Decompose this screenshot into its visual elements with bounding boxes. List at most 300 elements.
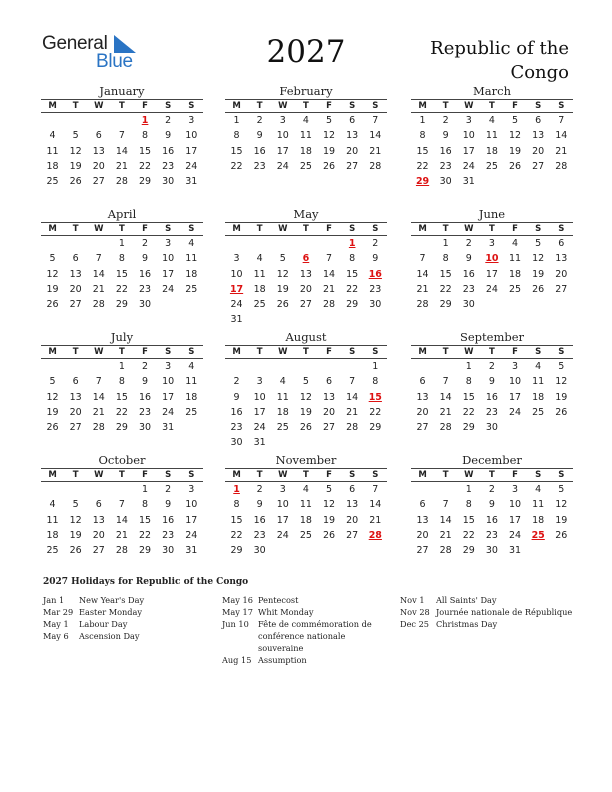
- weekday-header: T: [294, 99, 317, 113]
- weekday-header: S: [157, 468, 180, 482]
- day-cell: 2: [142, 238, 149, 249]
- weekday-header: F: [134, 468, 157, 482]
- day-cell: 27: [92, 545, 105, 557]
- month-title: May: [293, 207, 319, 221]
- day-cell: 7: [118, 130, 125, 142]
- empty-day-cell: [411, 236, 434, 251]
- day-cell: 8: [349, 253, 356, 265]
- day-cell: 26: [46, 422, 59, 434]
- day-cell: 18: [276, 406, 289, 418]
- day-cell: 23: [485, 406, 498, 418]
- day-cell: 9: [488, 499, 495, 511]
- day-cell: 28: [439, 545, 452, 557]
- empty-day-cell: [87, 236, 110, 251]
- day-cell: 18: [509, 268, 522, 280]
- day-cell: 1: [465, 484, 472, 495]
- day-cell: 8: [233, 130, 240, 142]
- day-cell: 1: [372, 361, 379, 372]
- day-cell: 19: [532, 268, 545, 280]
- holiday-name: Labour Day: [79, 619, 128, 629]
- holiday-item: [222, 594, 392, 606]
- empty-day-cell: [41, 236, 64, 251]
- day-cell: 16: [139, 268, 152, 280]
- empty-day-cell: [110, 113, 133, 128]
- calendar-year: 2027: [266, 34, 346, 70]
- month-title: February: [279, 84, 333, 98]
- day-cell: 7: [558, 115, 565, 126]
- weekday-header: F: [134, 99, 157, 113]
- day-cell: 24: [162, 406, 175, 418]
- day-cell: 18: [185, 391, 198, 403]
- holiday-name: Ascension Day: [79, 631, 140, 641]
- day-cell: 14: [369, 130, 382, 142]
- day-cell: 4: [535, 484, 542, 495]
- weekday-header: M: [411, 222, 434, 236]
- day-cell: 3: [188, 115, 195, 126]
- day-cell: 22: [462, 529, 475, 541]
- weekday-header: S: [180, 468, 203, 482]
- day-cell: 16: [462, 268, 475, 280]
- country-line-2: Congo: [510, 62, 569, 83]
- month-january: [41, 84, 203, 189]
- day-cell: 17: [509, 391, 522, 403]
- day-cell: 10: [162, 376, 175, 388]
- day-cell: 23: [462, 283, 475, 295]
- day-cell: 5: [326, 115, 333, 126]
- day-cell: 8: [118, 376, 125, 388]
- day-cell: 29: [346, 299, 359, 311]
- empty-day-cell: [294, 359, 317, 374]
- day-cell: 12: [532, 253, 545, 265]
- weekday-header: W: [271, 99, 294, 113]
- day-cell: 6: [349, 115, 356, 126]
- weekday-header: S: [550, 222, 573, 236]
- weekday-header: M: [41, 345, 64, 359]
- day-cell: 4: [188, 361, 195, 372]
- day-cell: 19: [69, 529, 82, 541]
- day-cell: 25: [509, 283, 522, 295]
- weekday-header: T: [434, 345, 457, 359]
- weekday-header: W: [457, 345, 480, 359]
- day-cell: 20: [532, 145, 545, 157]
- day-cell: 22: [115, 283, 128, 295]
- day-cell: 4: [302, 484, 309, 495]
- month-day-grid: [411, 468, 573, 558]
- weekday-header: M: [41, 99, 64, 113]
- weekday-header: S: [527, 99, 550, 113]
- holiday-item: [43, 606, 193, 618]
- day-cell: 5: [558, 484, 565, 495]
- day-cell: 9: [372, 253, 379, 265]
- day-cell: 23: [162, 160, 175, 172]
- day-cell: 6: [326, 376, 333, 388]
- holiday-list-title: 2027 Holidays for Republic of the Congo: [43, 577, 249, 587]
- day-cell: 17: [185, 145, 198, 157]
- day-cell: 17: [162, 391, 175, 403]
- day-cell: 1: [142, 484, 149, 495]
- day-cell: 12: [509, 130, 522, 142]
- day-cell: 28: [115, 176, 128, 188]
- day-cell: 30: [139, 422, 152, 434]
- day-cell: 13: [323, 391, 336, 403]
- day-cell: 9: [142, 253, 149, 265]
- holiday-name: New Year's Day: [79, 595, 145, 605]
- day-cell: 10: [509, 499, 522, 511]
- month-title: October: [98, 453, 146, 467]
- weekday-header: F: [318, 99, 341, 113]
- day-cell: 2: [442, 115, 449, 126]
- day-cell: 7: [349, 376, 356, 388]
- holiday-day-cell: 28: [368, 529, 382, 541]
- weekday-header: W: [87, 99, 110, 113]
- day-cell: 19: [276, 283, 289, 295]
- weekday-header: S: [527, 222, 550, 236]
- day-cell: 22: [139, 529, 152, 541]
- holiday-item: [222, 618, 392, 654]
- day-cell: 27: [92, 176, 105, 188]
- weekday-header: M: [41, 468, 64, 482]
- day-cell: 19: [323, 145, 336, 157]
- day-cell: 27: [69, 422, 82, 434]
- day-cell: 23: [139, 283, 152, 295]
- day-cell: 25: [299, 160, 312, 172]
- empty-day-cell: [271, 236, 294, 251]
- holiday-date: Jan 1: [43, 595, 65, 605]
- day-cell: 27: [416, 545, 429, 557]
- day-cell: 28: [323, 299, 336, 311]
- day-cell: 30: [485, 545, 498, 557]
- day-cell: 1: [233, 115, 240, 126]
- empty-day-cell: [318, 236, 341, 251]
- holiday-column: [222, 594, 392, 666]
- holiday-name: Easter Monday: [79, 607, 143, 617]
- day-cell: 11: [509, 253, 522, 265]
- empty-day-cell: [64, 113, 87, 128]
- holiday-date: Mar 29: [43, 607, 74, 617]
- holiday-name: Christmas Day: [436, 619, 498, 629]
- weekday-header: F: [504, 345, 527, 359]
- day-cell: 30: [162, 176, 175, 188]
- day-cell: 28: [346, 422, 359, 434]
- day-cell: 17: [185, 514, 198, 526]
- empty-day-cell: [41, 359, 64, 374]
- day-cell: 7: [326, 253, 333, 265]
- day-cell: 24: [230, 299, 243, 311]
- empty-day-cell: [411, 482, 434, 497]
- day-cell: 21: [115, 160, 128, 172]
- day-cell: 16: [485, 514, 498, 526]
- day-cell: 7: [419, 253, 426, 265]
- day-cell: 3: [488, 238, 495, 249]
- weekday-header: S: [157, 99, 180, 113]
- day-cell: 1: [442, 238, 449, 249]
- day-cell: 4: [49, 499, 56, 511]
- day-cell: 7: [442, 376, 449, 388]
- day-cell: 31: [162, 422, 175, 434]
- day-cell: 29: [369, 422, 382, 434]
- day-cell: 6: [419, 376, 426, 388]
- day-cell: 10: [162, 253, 175, 265]
- day-cell: 23: [253, 160, 266, 172]
- day-cell: 23: [230, 422, 243, 434]
- day-cell: 30: [485, 422, 498, 434]
- weekday-header: S: [550, 99, 573, 113]
- day-cell: 9: [442, 130, 449, 142]
- empty-day-cell: [225, 236, 248, 251]
- day-cell: 27: [555, 283, 568, 295]
- weekday-header: M: [225, 99, 248, 113]
- day-cell: 8: [372, 376, 379, 388]
- day-cell: 1: [465, 361, 472, 372]
- day-cell: 15: [139, 514, 152, 526]
- day-cell: 13: [69, 268, 82, 280]
- day-cell: 10: [230, 268, 243, 280]
- day-cell: 12: [276, 268, 289, 280]
- day-cell: 25: [532, 406, 545, 418]
- month-december: [411, 453, 573, 558]
- day-cell: 3: [465, 115, 472, 126]
- day-cell: 21: [369, 514, 382, 526]
- weekday-header: W: [457, 468, 480, 482]
- day-cell: 6: [95, 499, 102, 511]
- weekday-header: S: [341, 99, 364, 113]
- weekday-header: T: [434, 468, 457, 482]
- day-cell: 28: [439, 422, 452, 434]
- day-cell: 20: [299, 283, 312, 295]
- day-cell: 8: [465, 499, 472, 511]
- weekday-header: T: [248, 222, 271, 236]
- holiday-name: Journée nationale de République: [436, 607, 573, 617]
- weekday-header: T: [434, 222, 457, 236]
- day-cell: 21: [416, 283, 429, 295]
- day-cell: 28: [369, 160, 382, 172]
- day-cell: 9: [465, 253, 472, 265]
- weekday-header: T: [434, 99, 457, 113]
- day-cell: 3: [279, 484, 286, 495]
- holiday-day-cell: 29: [415, 176, 430, 188]
- weekday-header: S: [341, 468, 364, 482]
- day-cell: 11: [299, 499, 312, 511]
- day-cell: 15: [462, 391, 475, 403]
- day-cell: 24: [485, 283, 498, 295]
- month-title: June: [478, 207, 506, 221]
- day-cell: 8: [419, 130, 426, 142]
- weekday-header: T: [64, 222, 87, 236]
- holiday-day-cell: 10: [485, 253, 499, 265]
- month-title: July: [110, 330, 134, 344]
- day-cell: 4: [535, 361, 542, 372]
- month-july: [41, 330, 203, 435]
- day-cell: 15: [115, 268, 128, 280]
- day-cell: 5: [49, 253, 56, 265]
- day-cell: 16: [230, 406, 243, 418]
- day-cell: 25: [276, 422, 289, 434]
- holiday-day-cell: 1: [348, 238, 356, 249]
- holiday-day-cell: 1: [141, 115, 149, 126]
- day-cell: 20: [346, 145, 359, 157]
- day-cell: 2: [233, 376, 240, 388]
- empty-day-cell: [248, 236, 271, 251]
- day-cell: 12: [46, 268, 59, 280]
- day-cell: 22: [139, 160, 152, 172]
- day-cell: 12: [69, 145, 82, 157]
- day-cell: 7: [95, 253, 102, 265]
- weekday-header: S: [180, 99, 203, 113]
- day-cell: 14: [439, 391, 452, 403]
- day-cell: 12: [323, 130, 336, 142]
- day-cell: 26: [323, 529, 336, 541]
- day-cell: 30: [462, 299, 475, 311]
- weekday-header: S: [364, 468, 387, 482]
- day-cell: 1: [118, 361, 125, 372]
- day-cell: 4: [302, 115, 309, 126]
- day-cell: 10: [253, 391, 266, 403]
- day-cell: 29: [439, 299, 452, 311]
- holiday-item: [43, 594, 193, 606]
- day-cell: 17: [162, 268, 175, 280]
- month-day-grid: [225, 468, 387, 558]
- holiday-date: Aug 15: [222, 655, 252, 665]
- day-cell: 11: [185, 253, 198, 265]
- day-cell: 24: [253, 422, 266, 434]
- day-cell: 3: [256, 376, 263, 388]
- day-cell: 30: [230, 437, 243, 449]
- day-cell: 13: [346, 130, 359, 142]
- day-cell: 5: [535, 238, 542, 249]
- day-cell: 24: [185, 160, 198, 172]
- day-cell: 3: [188, 484, 195, 495]
- day-cell: 9: [165, 499, 172, 511]
- day-cell: 15: [346, 268, 359, 280]
- day-cell: 9: [233, 391, 240, 403]
- day-cell: 27: [69, 299, 82, 311]
- day-cell: 13: [92, 514, 105, 526]
- weekday-header: W: [271, 468, 294, 482]
- day-cell: 17: [276, 514, 289, 526]
- day-cell: 27: [346, 529, 359, 541]
- day-cell: 26: [555, 406, 568, 418]
- day-cell: 31: [230, 314, 243, 326]
- day-cell: 27: [416, 422, 429, 434]
- empty-day-cell: [318, 359, 341, 374]
- empty-day-cell: [41, 113, 64, 128]
- day-cell: 26: [323, 160, 336, 172]
- weekday-header: S: [180, 345, 203, 359]
- weekday-header: M: [411, 468, 434, 482]
- month-day-grid: [41, 222, 203, 312]
- day-cell: 8: [442, 253, 449, 265]
- day-cell: 26: [299, 422, 312, 434]
- day-cell: 2: [372, 238, 379, 249]
- day-cell: 15: [416, 145, 429, 157]
- day-cell: 16: [485, 391, 498, 403]
- holiday-item: [43, 630, 193, 642]
- month-day-grid: [225, 345, 387, 451]
- day-cell: 26: [69, 545, 82, 557]
- day-cell: 2: [256, 484, 263, 495]
- weekday-header: W: [457, 99, 480, 113]
- day-cell: 8: [142, 130, 149, 142]
- empty-day-cell: [434, 482, 457, 497]
- day-cell: 29: [115, 299, 128, 311]
- day-cell: 9: [488, 376, 495, 388]
- day-cell: 18: [299, 145, 312, 157]
- day-cell: 14: [416, 268, 429, 280]
- holiday-column: [400, 594, 573, 630]
- day-cell: 5: [279, 253, 286, 265]
- day-cell: 13: [532, 130, 545, 142]
- day-cell: 16: [139, 391, 152, 403]
- month-title: March: [473, 84, 511, 98]
- holiday-day-cell: 16: [368, 268, 382, 280]
- day-cell: 29: [115, 422, 128, 434]
- day-cell: 18: [253, 283, 266, 295]
- day-cell: 25: [485, 160, 498, 172]
- day-cell: 13: [416, 391, 429, 403]
- holiday-date: Jun 10: [222, 619, 249, 629]
- holiday-day-cell: 15: [368, 391, 382, 403]
- day-cell: 13: [555, 253, 568, 265]
- day-cell: 13: [346, 499, 359, 511]
- day-cell: 6: [535, 115, 542, 126]
- day-cell: 5: [326, 484, 333, 495]
- day-cell: 31: [253, 437, 266, 449]
- weekday-header: S: [364, 99, 387, 113]
- logo-text-blue: Blue: [96, 51, 133, 72]
- holiday-date: May 6: [43, 631, 69, 641]
- weekday-header: S: [157, 345, 180, 359]
- day-cell: 20: [92, 529, 105, 541]
- month-title: December: [462, 453, 522, 467]
- weekday-header: T: [110, 222, 133, 236]
- day-cell: 9: [256, 130, 263, 142]
- day-cell: 2: [142, 361, 149, 372]
- day-cell: 15: [462, 514, 475, 526]
- day-cell: 4: [512, 238, 519, 249]
- day-cell: 26: [532, 283, 545, 295]
- day-cell: 11: [185, 376, 198, 388]
- day-cell: 24: [509, 406, 522, 418]
- day-cell: 15: [139, 145, 152, 157]
- day-cell: 31: [509, 545, 522, 557]
- day-cell: 17: [462, 145, 475, 157]
- day-cell: 23: [139, 406, 152, 418]
- day-cell: 22: [439, 283, 452, 295]
- day-cell: 4: [256, 253, 263, 265]
- day-cell: 25: [185, 283, 198, 295]
- day-cell: 15: [115, 391, 128, 403]
- day-cell: 23: [485, 529, 498, 541]
- day-cell: 19: [299, 406, 312, 418]
- weekday-header: T: [64, 99, 87, 113]
- holiday-item: [43, 618, 193, 630]
- month-day-grid: [41, 468, 203, 558]
- month-day-grid: [411, 99, 573, 189]
- month-day-grid: [41, 345, 203, 435]
- weekday-header: W: [87, 345, 110, 359]
- day-cell: 14: [323, 268, 336, 280]
- day-cell: 30: [139, 299, 152, 311]
- day-cell: 9: [142, 376, 149, 388]
- weekday-header: F: [504, 468, 527, 482]
- weekday-header: F: [134, 345, 157, 359]
- day-cell: 28: [92, 299, 105, 311]
- day-cell: 2: [465, 238, 472, 249]
- weekday-header: M: [225, 345, 248, 359]
- day-cell: 22: [230, 529, 243, 541]
- weekday-header: T: [480, 222, 503, 236]
- day-cell: 6: [419, 499, 426, 511]
